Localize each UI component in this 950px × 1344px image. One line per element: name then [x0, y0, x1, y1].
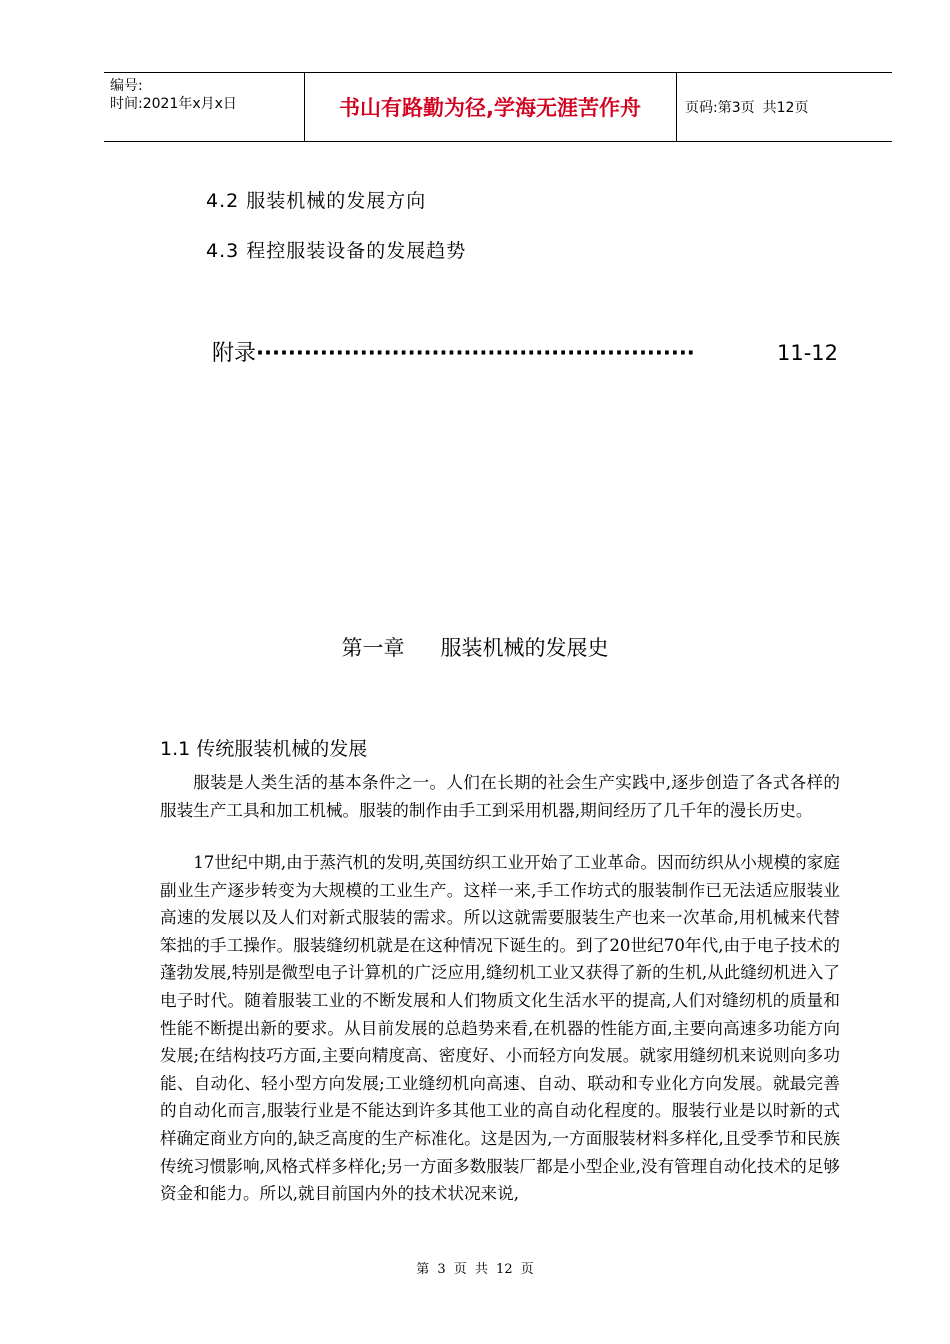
toc-item-4-3: 4.3 程控服装设备的发展趋势	[206, 240, 467, 262]
header-left-cell	[110, 77, 302, 113]
page-footer: 第 3 页 共 12 页	[416, 1262, 534, 1277]
chapter-number: 第一章	[341, 636, 405, 660]
serial-label: 编号:	[110, 78, 143, 94]
header-page-cell	[677, 73, 892, 141]
chapter-heading	[0, 632, 950, 662]
body-paragraph: 17世纪中期,由于蒸汽机的发明,英国纺织工业开始了工业革命。因而纺织从小规模的家庭副业生产逐步转变为大规模的工业生产。这样一来,手工作坊式的服装制作已无法适应服装业高速的发展以及人们对新式服装的需求。所以这就需要服装生产也来一次革命,用机械来代替笨拙的手工操作。服装缝纫机就是在这种情况下诞生的。到了20世纪70年代,由于电子技术的蓬勃发展,特别是微型电子计算机的广泛应用,缝纫机工业又获得了新的生机,从此缝纫机进入了电子时代。随着服装工业的不断发展和人们物质文化生活水平的提高,人们对缝纫机的质量和性能不断提出新的要求。从目前发展的总趋势来看,在机器的性能方面,主要向高速多功能方向发展;在结构技巧方面,主要向精度高、密度好、小而轻方向发展。就家用缝纫机来说则向多功能、自动化、轻小型方向发展;工业缝纫机向高速、自动、联动和专业化方向发展。就最完善的自动化而言,服装行业是不能达到许多其他工业的高自动化程度的。服装行业是以时新的式样确定商业方向的,缺乏高度的生产标准化。这是因为,一方面服装材料多样化,且受季节和民族传统习惯影响,风格式样多样化;另一方面多数服装厂都是小型企业,没有管理自动化技术的足够资金和能力。所以,就目前国内外的技术状况来说,	[160, 853, 840, 1204]
page-label: 页码:第3页	[685, 100, 755, 116]
page-header	[104, 72, 892, 142]
chapter-title: 服装机械的发展史	[440, 636, 609, 660]
toc-appendix	[212, 336, 838, 367]
body-paragraph: 服装是人类生活的基本条件之一。人们在长期的社会生产实践中,逐步创造了各式各样的服装生产工具和加工机械。服装的制作由手工到采用机器,期间经历了几千年的漫长历史。	[160, 773, 840, 820]
total-pages-label: 共12页	[762, 100, 809, 116]
appendix-label: 附录	[212, 341, 257, 366]
time-label: 时间:2021年x月x日	[110, 96, 237, 112]
header-motto: 书山有路勤为径,学海无涯苦作舟	[339, 96, 641, 120]
appendix-pages: 11-12	[776, 341, 838, 365]
appendix-leader-dots: ·······················································	[256, 341, 695, 365]
toc-item-4-2: 4.2 服装机械的发展方向	[206, 190, 427, 212]
section-heading: 1.1 传统服装机械的发展	[160, 738, 368, 760]
